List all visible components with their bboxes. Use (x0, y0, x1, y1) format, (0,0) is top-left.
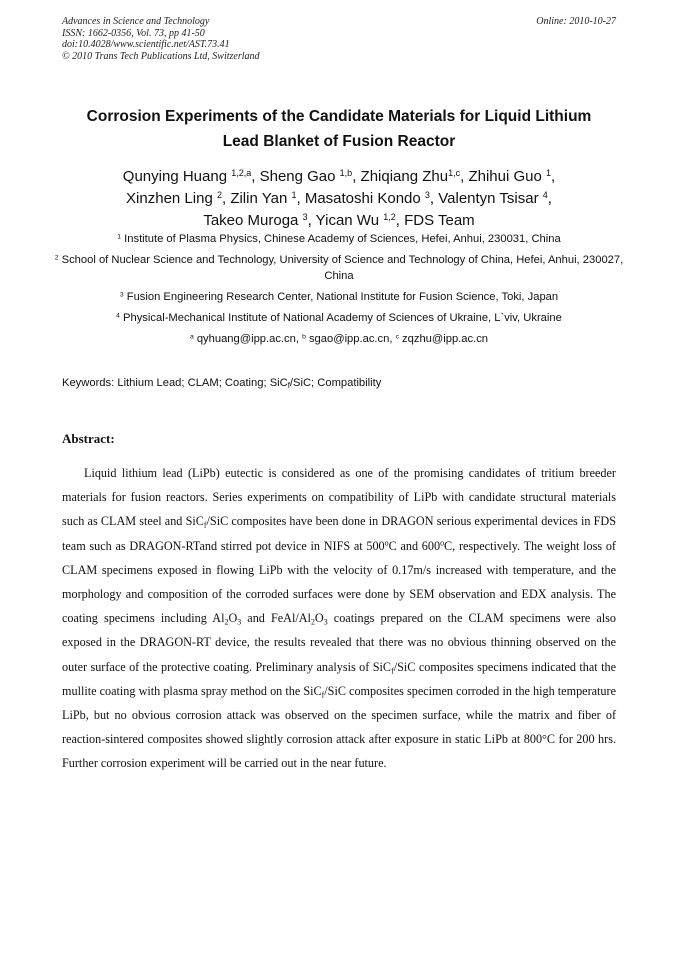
author-affiliation-marker: 1,2,a (231, 168, 252, 179)
online-date: Online: 2010-10-27 (536, 16, 616, 27)
keywords-line (62, 376, 381, 390)
abstract-text: O (314, 611, 324, 626)
abstract-heading: Abstract: (62, 431, 115, 446)
author-name: Zhiqiang Zhu (360, 168, 449, 185)
affiliation-number: 4 (116, 312, 120, 320)
email-separator: , (389, 333, 396, 345)
keywords-subscript: f (287, 380, 290, 390)
author-affiliation-marker: 1,c (448, 168, 461, 179)
author-affiliation-marker: 3 (302, 212, 308, 223)
abstract-text: and FeAl/Al (241, 611, 311, 626)
subscript: f (391, 666, 394, 675)
email-line (62, 331, 616, 347)
author-separator: , (251, 168, 260, 185)
affiliation-text: Fusion Engineering Research Center, National Institute for Fusion Science, Toki, Japan (126, 291, 559, 303)
affiliation-text: Institute of Plasma Physics, Chinese Academy of Sciences, Hefei, Anhui, 230031, China (124, 233, 561, 245)
author-separator: , (221, 190, 231, 207)
author-separator: , (429, 190, 439, 207)
author-affiliation-marker: 3 (424, 190, 430, 201)
author-affiliation-marker: 1 (546, 168, 552, 179)
affiliation-3 (62, 289, 616, 305)
abstract-text: /SiC composites specimen corroded in the high temperature LiPb, but no obvious corrosion attack was observed on the specimen surface, while the matrix and fiber of reaction-sintered composites showed slightly corrosion attack after exposure in static LiPb at 800°C for 200 hrs. Further corrosion experiment will be carried out in the near future. (62, 683, 616, 771)
author-name: Valentyn Tsisar (438, 190, 539, 207)
abstract-text: C, respectively. The weight loss of CLAM specimens exposed in flowing LiPb with the velocity of 0.17m/s increased with temperature, and the morphology and composition of the corroded surfaces were done by SEM observation and EDX analysis. The coating specimens including Al (62, 538, 616, 626)
abstract-paragraph (62, 461, 616, 776)
affiliation-1 (62, 231, 616, 247)
author-separator: , (296, 190, 305, 207)
author-name: Sheng Gao (259, 168, 336, 185)
subscript: 3 (323, 617, 328, 627)
author-affiliation-marker: 1,b (339, 168, 353, 179)
author-affiliation-marker: 4 (542, 190, 548, 201)
author-line-3 (62, 210, 616, 232)
author-line-1 (62, 166, 616, 188)
affiliation-number: 2 (54, 254, 59, 262)
email-separator: , (295, 333, 303, 345)
author-separator: , (460, 168, 469, 185)
subscript: f (203, 520, 207, 530)
author-name: Zhihui Guo (468, 168, 542, 185)
author-name: Takeo Muroga (203, 212, 299, 229)
issn-line: ISSN: 1662-0356, Vol. 73, pp 41-50 (62, 27, 205, 39)
abstract-text: O (228, 611, 238, 626)
author-separator: , (352, 168, 361, 185)
superscript: o (384, 538, 389, 548)
affiliation-2 (50, 252, 628, 284)
subscript: f (321, 690, 325, 700)
author-separator: , (547, 190, 552, 207)
keywords-text: Lithium Lead; CLAM; Coating; SiC (117, 377, 288, 389)
email-address[interactable]: sgao@ipp.ac.cn (308, 333, 390, 345)
journal-metadata (62, 16, 260, 62)
affiliation-number: 1 (117, 233, 122, 241)
affiliation-list (54, 231, 624, 347)
author-name: Xinzhen Ling (126, 190, 213, 207)
author-affiliation-marker: 1 (291, 190, 297, 201)
author-name: FDS Team (404, 212, 475, 229)
doi-line: doi:10.4028/www.scientific.net/AST.73.41 (62, 39, 230, 50)
affiliation-text: Physical-Mechanical Institute of National Academy of Sciences of Ukraine, L`viv, Ukraine (123, 312, 562, 324)
affiliation-text: School of Nuclear Science and Technology, University of Science and Technology of China, Hefei, Anhui, 230027, China (61, 254, 624, 282)
keywords-text: /SiC; Compatibility (289, 377, 382, 389)
title-line-2: Lead Blanket of Fusion Reactor (222, 133, 456, 150)
affiliation-4 (62, 310, 616, 326)
abstract-body (62, 461, 616, 776)
author-line-2 (62, 188, 616, 210)
author-separator: , (307, 212, 316, 229)
journal-name: Advances in Science and Technology (62, 16, 210, 27)
email-marker: b (302, 333, 306, 341)
author-name: Yican Wu (315, 212, 380, 229)
email-address[interactable]: qyhuang@ipp.ac.cn (196, 333, 296, 345)
affiliation-number: 3 (119, 291, 124, 299)
abstract-text: coatings prepared on the CLAM specimens were also exposed in the DRAGON-RT device, the results revealed that there was no obvious thinning observed on the outer surface of the protective coating. Preliminary analysis of SiC (62, 611, 617, 674)
author-list (62, 166, 616, 232)
superscript: o (440, 538, 445, 548)
author-name: Zilin Yan (230, 190, 288, 207)
subscript: 3 (237, 617, 242, 627)
author-separator: , (395, 212, 405, 229)
email-marker: a (189, 333, 194, 341)
copyright-line: © 2010 Trans Tech Publications Ltd, Switzerland (62, 50, 260, 62)
subscript: 2 (224, 617, 229, 627)
author-name: Qunying Huang (122, 168, 228, 185)
author-name: Masatoshi Kondo (304, 190, 421, 207)
abstract-text: Liquid lithium lead (LiPb) eutectic is considered as one of the promising candidates of tritium breeder materials for fusion reactors. Series experiments on compatibility of LiPb with candidate structural materials such as CLAM steel and SiC (62, 466, 616, 529)
author-affiliation-marker: 1,2 (383, 212, 396, 223)
title-line-1: Corrosion Experiments of the Candidate Materials for Liquid Lithium (86, 108, 592, 125)
abstract-text: /SiC composites specimens indicated that the mullite coating with plasma spray method on the SiC (62, 659, 616, 698)
subscript: 2 (310, 617, 315, 627)
author-separator: , (551, 168, 556, 185)
abstract-text: C and 600 (388, 538, 441, 553)
email-address[interactable]: zqzhu@ipp.ac.cn (402, 333, 489, 345)
keywords-label: Keywords: (62, 377, 115, 389)
abstract-text: /SiC composites have been done in DRAGON serious experimental devices in FDS team such as DRAGON-RTand stirred pot device in NIFS at 500 (62, 514, 616, 553)
author-affiliation-marker: 2 (216, 190, 222, 201)
paper-title (62, 104, 616, 154)
email-marker: c (395, 333, 399, 341)
